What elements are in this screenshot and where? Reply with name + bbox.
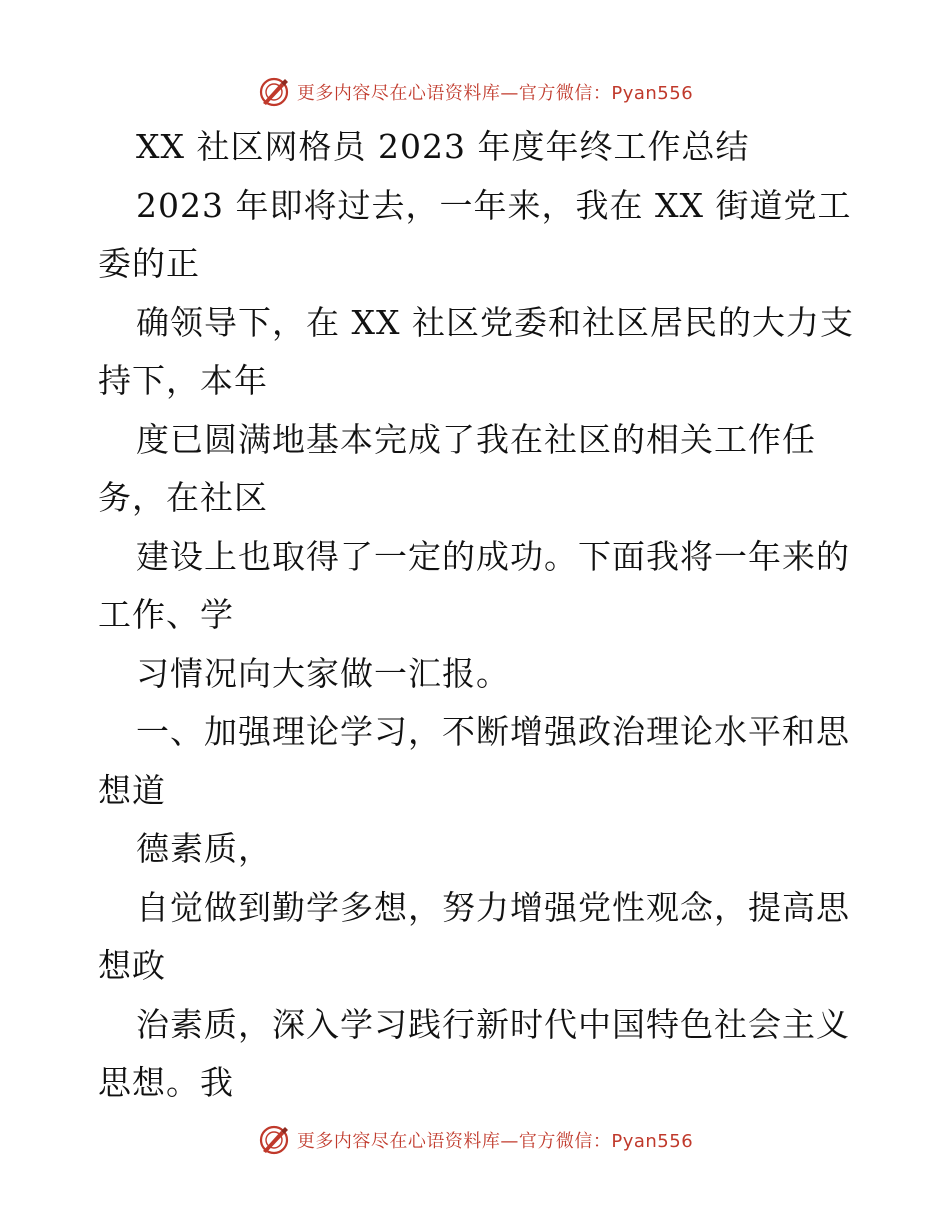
text-line: 想道 [98,770,166,810]
watermark-text: 更多内容尽在心语资料库—官方微信：Pyan556 [296,1131,694,1152]
pen-logo-icon [257,75,291,109]
text-line: 建设上也取得了一定的成功。下面我将一年来的 [136,536,850,576]
text-line: 委的正 [98,244,200,283]
text-line: 自觉做到勤学多想，努力增强党性观念，提高思 [136,887,850,927]
text-line: 习情况向大家做一汇报。 [136,653,510,693]
watermark-text: 更多内容尽在心语资料库—官方微信：Pyan556 [296,83,694,104]
text-line: 持下，本年 [98,361,268,400]
header-watermark [0,72,950,112]
document-title: XX 社区网格员 2023 年度年终工作总结 [136,127,750,166]
text-line: 想政 [98,946,166,985]
document-body [98,118,858,1113]
text-line: 务，在社区 [98,478,268,517]
text-line: 度已圆满地基本完成了我在社区的相关工作任 [136,419,816,459]
text-line: 工作、学 [98,595,234,634]
pen-logo-icon [257,1123,291,1157]
footer-watermark [0,1120,950,1160]
text-line: 2023 年即将过去，一年来，我在 XX 街道党工 [136,185,852,225]
text-line: 思想。我 [98,1063,234,1102]
text-line: 一、加强理论学习，不断增强政治理论水平和思 [136,712,850,751]
text-line: 治素质，深入学习践行新时代中国特色社会主义 [136,1004,850,1044]
text-line: 德素质， [136,829,272,868]
text-line: 确领导下，在 XX 社区党委和社区居民的大力支 [136,302,854,342]
